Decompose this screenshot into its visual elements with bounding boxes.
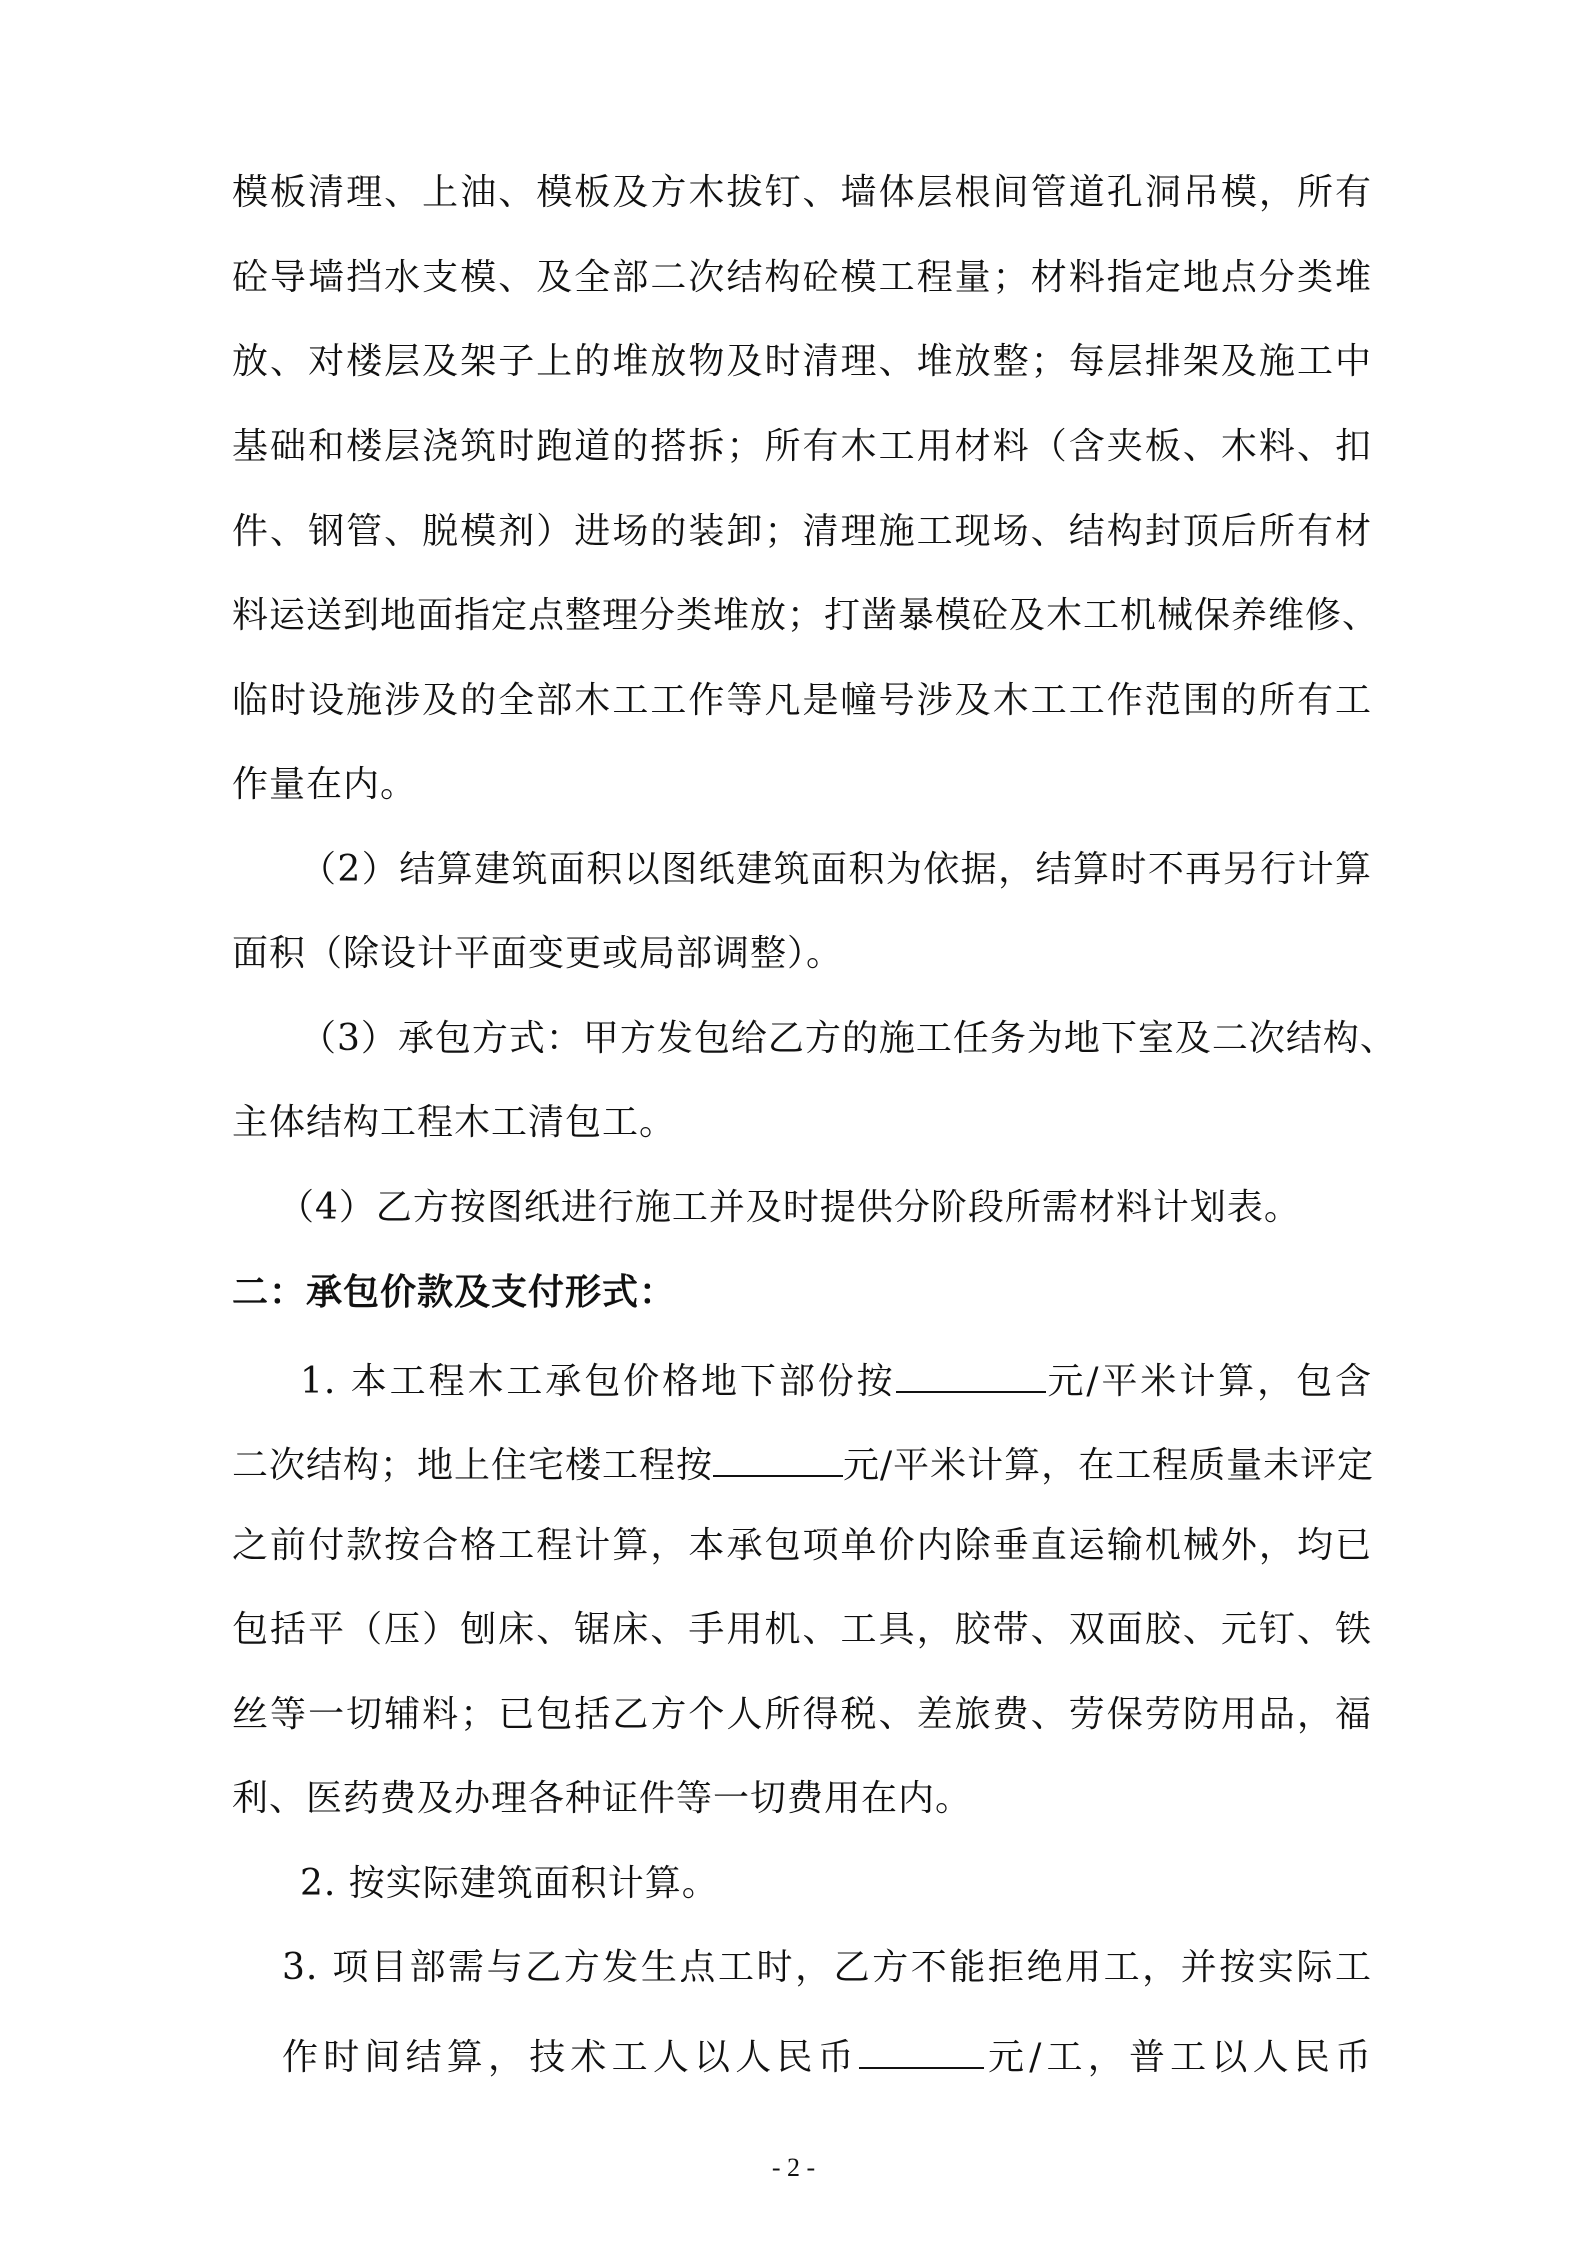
clause-3-text-a: 作时间结算，技术工人以人民币 [282,2037,859,2078]
clause-1-line-4: 包括平（压）刨床、锯床、手用机、工具，胶带、双面胶、元钉、铁 [232,1609,1372,1650]
clause-2-line: 2. 按实际建筑面积计算。 [300,1863,719,1904]
paragraph-line: 料运送到地面指定点整理分类堆放；打凿暴模砼及木工机械保养维修、 [232,595,1380,636]
price-blank-underground [896,1347,1046,1393]
clause-1-text-c: 二次结构；地上住宅楼工程按 [232,1445,714,1486]
section-heading: 二：承包价款及支付形式： [232,1271,677,1313]
clause-1-line-2 [232,1431,1375,1491]
paragraph-line: 临时设施涉及的全部木工工作等凡是幢号涉及木工工作范围的所有工 [232,680,1372,721]
clause-1-text-d: 元/平米计算，在工程质量未评定 [843,1445,1375,1486]
clause-1-line-3: 之前付款按合格工程计算，本承包项单价内除垂直运输机械外，均已 [232,1525,1372,1566]
clause-1-text-b: 元/平米计算，包含 [1045,1361,1372,1402]
paragraph-line: 模板清理、上油、模板及方木拔钉、墙体层根间管道孔洞吊模，所有 [232,172,1372,213]
item-4-line-1: （4）乙方按图纸进行施工并及时提供分阶段所需材料计划表。 [278,1187,1301,1228]
paragraph-line: 作量在内。 [232,764,418,805]
clause-1-line-6: 利、医药费及办理各种证件等一切费用在内。 [232,1778,973,1819]
price-blank-residential [713,1431,843,1477]
clause-3-line-1: 3. 项目部需与乙方发生点工时，乙方不能拒绝用工，并按实际工 [282,1947,1372,1988]
clause-1-line-5: 丝等一切辅料；已包括乙方个人所得税、差旅费、劳保劳防用品，福 [232,1694,1372,1735]
clause-3-line-2 [282,2023,1372,2083]
paragraph-line: 件、钢管、脱模剂）进场的装卸；清理施工现场、结构封顶后所有材 [232,511,1372,552]
item-3-line-2: 主体结构工程木工清包工。 [232,1102,677,1143]
item-2-line-2: 面积（除设计平面变更或局部调整）。 [232,933,844,974]
clause-1-line-1 [300,1347,1372,1407]
clause-1-text-a: 1. 本工程木工承包价格地下部份按 [300,1361,896,1402]
paragraph-line: 砼导墙挡水支模、及全部二次结构砼模工程量；材料指定地点分类堆 [232,257,1372,298]
paragraph-line: 基础和楼层浇筑时跑道的搭拆；所有木工用材料（含夹板、木料、扣 [232,426,1372,467]
paragraph-line: 放、对楼层及架子上的堆放物及时清理、堆放整；每层排架及施工中 [232,341,1372,382]
item-3-line-1: （3）承包方式：甲方发包给乙方的施工任务为地下室及二次结构、 [300,1018,1397,1059]
wage-blank-skilled [859,2023,984,2069]
item-2-line-1: （2）结算建筑面积以图纸建筑面积为依据，结算时不再另行计算 [300,849,1372,890]
clause-3-text-b: 元/工，普工以人民币 [983,2037,1372,2078]
page-number: - 2 - [771,2153,816,2182]
